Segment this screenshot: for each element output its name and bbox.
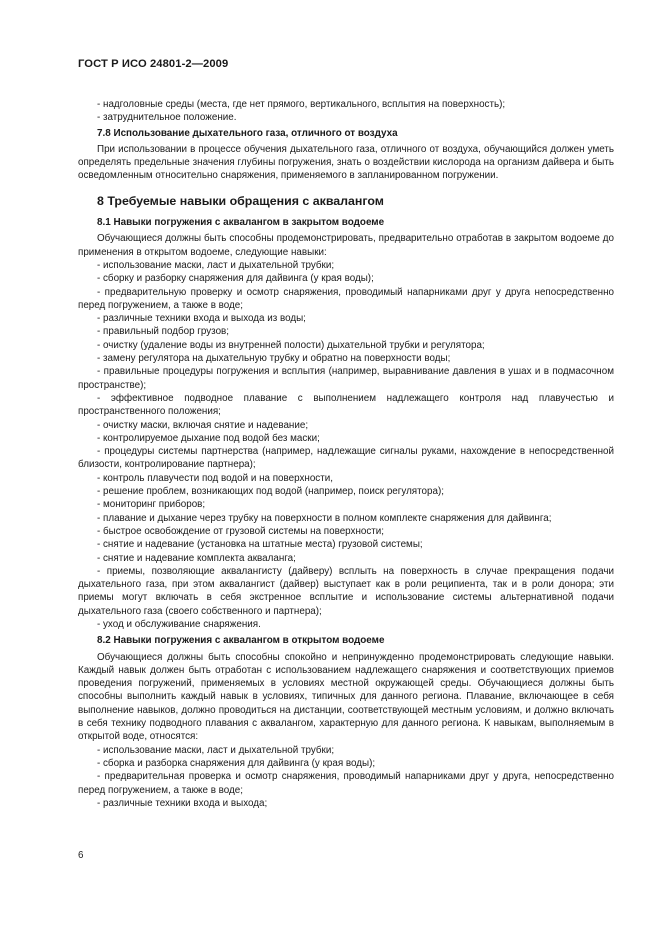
list-item: - снятие и надевание комплекта акваланга; — [97, 552, 296, 564]
list-item: - замену регулятора на дыхательную трубку и обратно на поверхности воды; — [97, 353, 451, 365]
list-item: - различные техники входа и выхода из воды; — [97, 313, 306, 325]
list-item: - различные техники входа и выхода; — [97, 797, 268, 809]
list-item: - использование маски, ласт и дыхательной трубки; — [97, 259, 335, 271]
list-item: - сборка и разборка снаряжения для дайвинга (у края воды); — [97, 757, 376, 769]
list-item: - эффективное подводное плавание с выполнением надлежащего контроля над плавучестью и пространственного положения; — [78, 392, 614, 418]
list-item: - очистку маски, включая снятие и надевание; — [97, 419, 309, 431]
document-header: ГОСТ Р ИСО 24801-2—2009 — [78, 58, 229, 70]
list-item: - плавание и дыхание через трубку на поверхности в полном комплекте снаряжения для дайвинга; — [97, 512, 552, 524]
list-item: - предварительная проверка и осмотр снаряжения, проводимый напарниками друг у друга, непосредственно перед погружением, а также в воде; — [78, 771, 614, 796]
list-item: - надголовные среды (места, где нет прямого, вертикального, всплытия на поверхность); — [97, 99, 506, 110]
list-item: - решение проблем, возникающих под водой (например, поиск регулятора); — [97, 486, 444, 498]
section-8-2-intro: Обучающиеся должны быть способны спокойно и непринужденно продемонстрировать следующие навыки. Каждый навык должен быть отработан с использованием надлежащего снаряжения и соответствующих приемов проведения погружений, применяемых в условиях местной окружающей среды. Обучающиеся должны быть способны выполнить каждый навык в условиях, типичных для данного региона. Плавание, включающее в себя выполнение навыков, должно проводиться на дистанции, соответствующей местным условиям, и должно включать в себя технику подводного плавания с аквалангом, характерную для данного региона. К навыкам, выполняемым в открытой воде, относятся: — [78, 651, 614, 743]
section-8-1-intro: Обучающиеся должны быть способны продемонстрировать, предварительно отработав в закрытом водоеме до применения в открытом водоеме, следующие навыки: — [78, 233, 614, 258]
list-item: - очистку (удаление воды из внутренней полости) дыхательной трубки и регулятора; — [97, 339, 485, 351]
list-item: - правильный подбор грузов; — [97, 326, 230, 338]
list-item: - приемы, позволяющие аквалангисту (дайверу) всплыть на поверхность в случае прекращения подачи дыхательного газа, при этом аквалангист (дайвер) выступает как в роли реципиента, так и в роли донора; эти приемы могут включать в себя экстренное всплытие и использование системы альтернативной подачи дыхательного газа (своего собственного и партнера); — [78, 565, 614, 617]
list-item: - снятие и надевание (установка на штатные места) грузовой системы; — [97, 539, 423, 551]
list-item: - контроль плавучести под водой и на поверхности, — [97, 472, 333, 484]
list-item: - процедуры системы партнерства (например, надлежащие сигналы руками, нахождение в непосредственной близости, контролирование партнера); — [78, 446, 614, 471]
list-item: - затруднительное положение. — [97, 112, 237, 124]
list-item: - быстрое освобождение от грузовой системы на поверхности; — [97, 525, 385, 537]
list-item: - мониторинг приборов; — [97, 499, 206, 511]
list-item: - контролируемое дыхание под водой без маски; — [97, 432, 320, 444]
list-item: - предварительную проверку и осмотр снаряжения, проводимый напарниками друг у друга непосредственно перед погружением, а также в воде; — [78, 286, 614, 311]
list-item: - использование маски, ласт и дыхательной трубки; — [97, 744, 335, 756]
section-8-1-heading: 8.1 Навыки погружения с аквалангом в закрытом водоеме — [97, 217, 385, 229]
list-item: - уход и обслуживание снаряжения. — [97, 618, 261, 630]
section-7-8-heading: 7.8 Использование дыхательного газа, отличного от воздуха — [97, 127, 398, 139]
section-7-8-paragraph: При использовании в процессе обучения дыхательного газа, отличного от воздуха, обучающийся должен уметь определять предельные значения глубины погружения, знать о воздействии кислорода на организм дайвера и быть осведомленным относительно снаряжения, применяемого в запланированном погружении. — [78, 143, 614, 182]
section-8-2-heading: 8.2 Навыки погружения с аквалангом в открытом водоеме — [97, 635, 385, 647]
list-item: - сборку и разборку снаряжения для дайвинга (у края воды); — [97, 273, 374, 285]
page-content — [78, 98, 614, 810]
page-number: 6 — [78, 850, 84, 861]
section-8-heading: 8 Требуемые навыки обращения с аквалангом — [97, 193, 384, 208]
list-item: - правильные процедуры погружения и всплытия (например, выравнивание давления в ушах и в подмасочном пространстве); — [78, 366, 614, 391]
